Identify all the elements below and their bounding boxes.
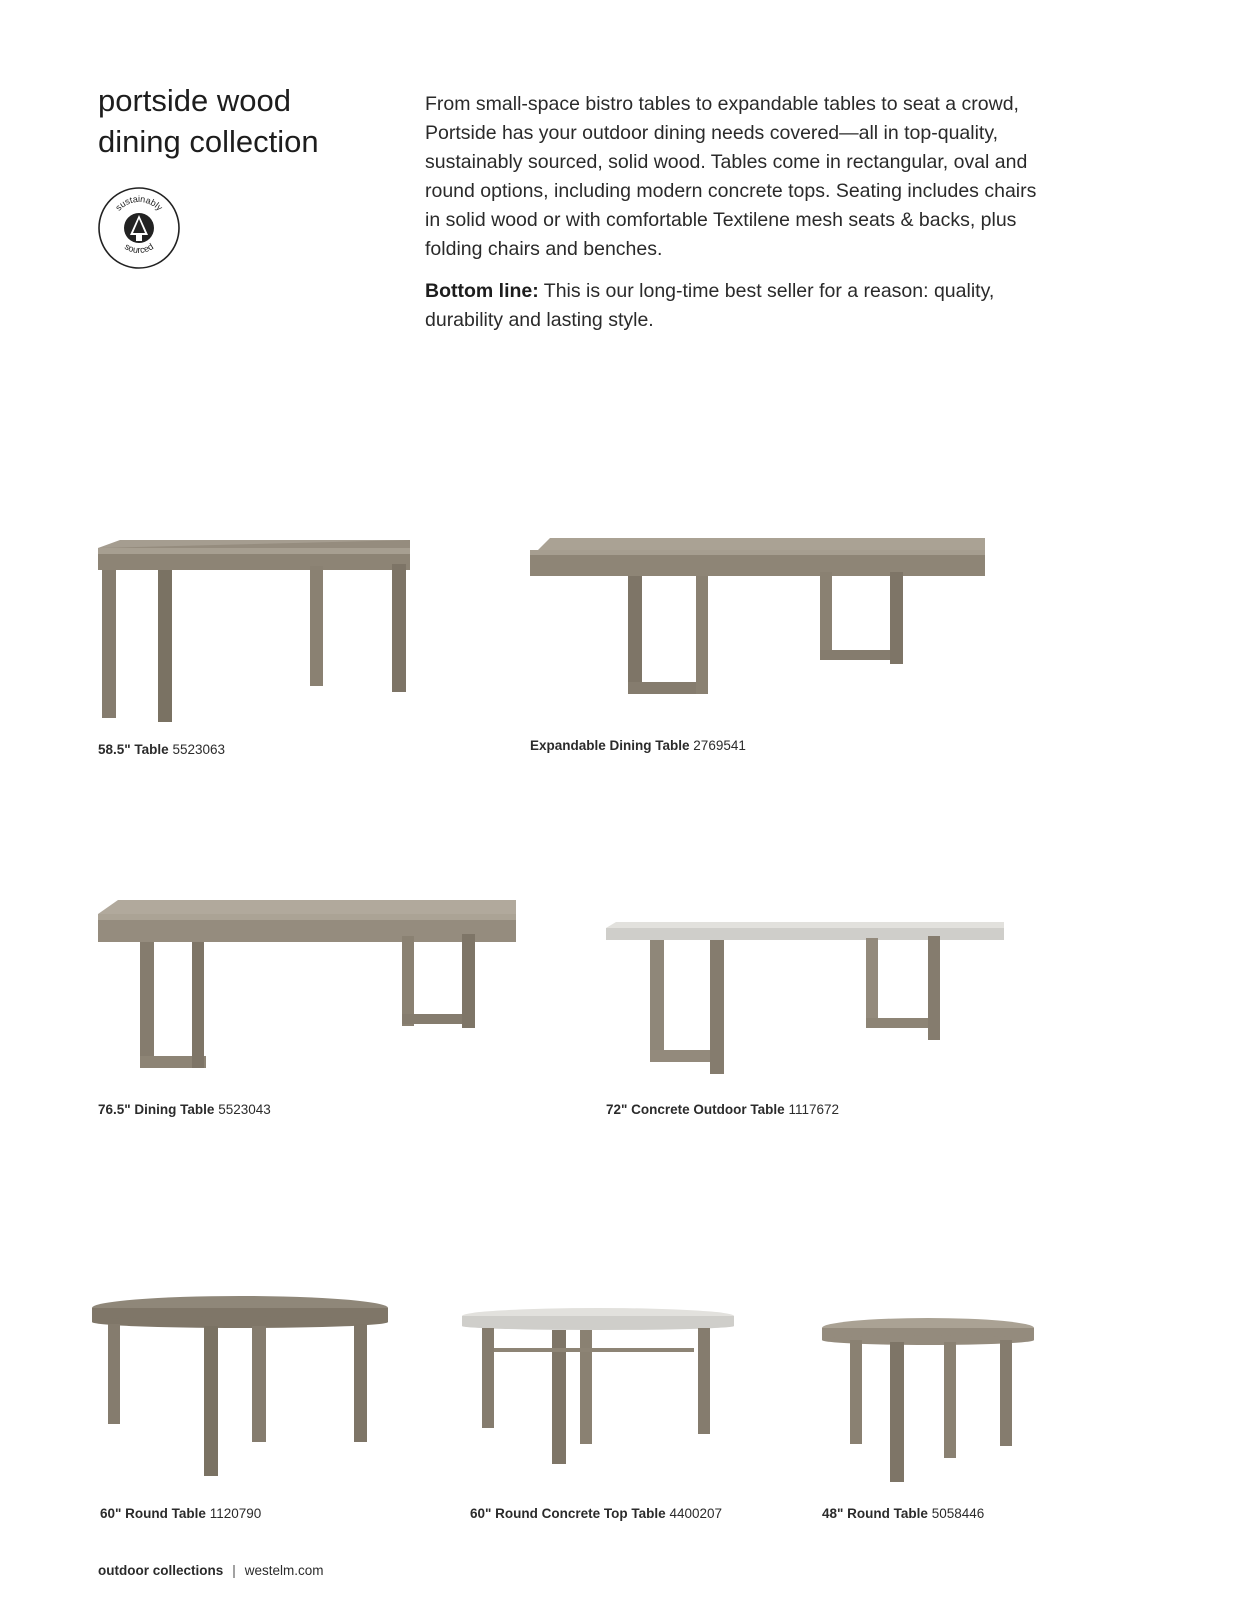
product-caption: [100, 1506, 261, 1521]
title-line-1: portside wood: [98, 83, 292, 118]
product-sku: 1117672: [788, 1102, 840, 1117]
product-sku: 4400207: [669, 1506, 722, 1521]
page-footer: [98, 1563, 324, 1578]
table-image: [462, 1308, 762, 1488]
footer-site-link[interactable]: westelm.com: [244, 1563, 324, 1578]
bottom-line-label: Bottom line:: [425, 280, 539, 302]
product-sku: 5523043: [218, 1102, 271, 1117]
product-name: 60" Round Concrete Top Table: [470, 1506, 666, 1521]
product-name: 48" Round Table: [822, 1506, 928, 1521]
product-caption: [470, 1506, 722, 1521]
product-caption: [822, 1506, 984, 1521]
title-line-2: dining collection: [98, 124, 319, 159]
table-image: [98, 540, 418, 730]
sustainably-sourced-badge: [96, 185, 182, 271]
product-caption: [98, 742, 225, 757]
product-name: 58.5" Table: [98, 742, 169, 757]
product-expandable-dining-table[interactable]: [530, 538, 990, 770]
product-caption: [98, 1102, 271, 1117]
product-name: Expandable Dining Table: [530, 738, 690, 753]
product-name: 72" Concrete Outdoor Table: [606, 1102, 785, 1117]
svg-text:sustainably: [113, 194, 165, 213]
product-sku: 5523063: [172, 742, 226, 757]
svg-text:sourced: [123, 241, 155, 255]
product-76-5-dining-table[interactable]: [98, 900, 518, 1130]
product-60-round-table[interactable]: [92, 1296, 392, 1526]
product-58-5-table[interactable]: [98, 540, 418, 770]
table-image: [606, 922, 1016, 1102]
product-name: 60" Round Table: [100, 1506, 206, 1521]
product-sku: 1120790: [209, 1506, 262, 1521]
product-caption: [606, 1102, 839, 1117]
table-image: [98, 900, 518, 1080]
collection-description: From small-space bistro tables to expandable tables to seat a crowd, Portside has your outdoor dining needs covered—all in top-quality, sustainably sourced, solid wood. Tables come in rectangular, oval and round options, including modern concrete tops. Seating includes chairs in solid wood or with comfortable Textilene mesh seats & backs, plus folding chairs and benches.: [425, 93, 1037, 260]
table-image: [530, 538, 990, 708]
badge-text-bottom: sourced: [122, 241, 156, 256]
table-image: [822, 1318, 1042, 1494]
sustainably-sourced-tree-icon: [96, 185, 182, 271]
footer-separator: |: [232, 1563, 236, 1578]
product-72-concrete-outdoor-table[interactable]: [606, 922, 1016, 1132]
product-name: 76.5" Dining Table: [98, 1102, 215, 1117]
bottom-line-paragraph: [425, 277, 1045, 335]
product-48-round-table[interactable]: [822, 1318, 1042, 1524]
product-sku: 5058446: [931, 1506, 985, 1521]
product-sku: 2769541: [693, 738, 746, 753]
product-caption: [530, 738, 746, 753]
footer-section: outdoor collections: [98, 1563, 224, 1578]
bottom-line-text: This is our long-time best seller for a reason: quality, durability and lasting style.: [425, 280, 995, 331]
table-image: [92, 1296, 392, 1486]
product-60-round-concrete-top-table[interactable]: [462, 1308, 762, 1524]
collection-title: [98, 80, 398, 162]
badge-text-top: sustainably: [113, 193, 165, 213]
